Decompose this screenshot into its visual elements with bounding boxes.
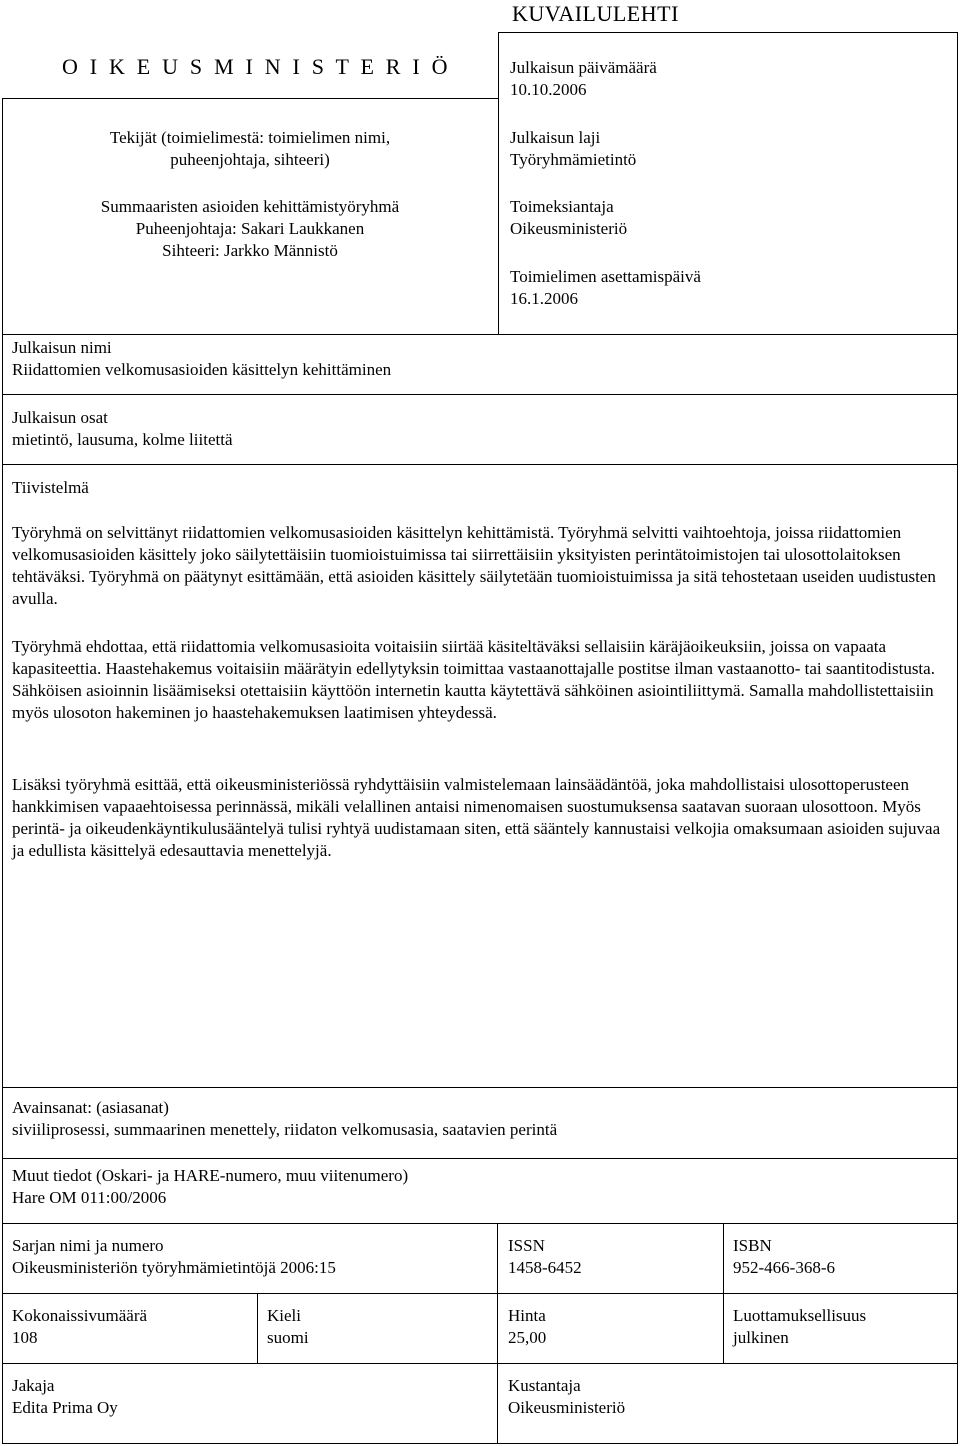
left-border-upper [2,98,3,334]
publication-parts-field [12,407,233,451]
series-label: Sarjan nimi ja numero [12,1236,164,1255]
header-divider [498,32,499,334]
authors-values [4,196,496,262]
commissioner-value: Oikeusministeriö [510,219,628,238]
abstract-text-3: Lisäksi työryhmä esittää, että oikeusministeriössä ryhdyttäisiin valmistelemaan lainsäädäntöä, joka mahdollistaisi ulosottoperusteen hankkimisen vapaaehtoisessa perinnässä, mikäli velallinen antaisi nimenomaisen suostumuksensa saatavan suoraan ulosottoon. Myös perintä- ja oikeudenkäyntikulusääntelyä tulisi ryhtyä uudistamaan siten, että sääntely kannustaisi velkojia omaksumaan asioiden sujuvaa ja edullista käsittelyä edesauttavia menettelyjä. [12,775,941,860]
confidentiality-field [733,1305,866,1349]
abstract-text-1: Työryhmä on selvittänyt riidattomien velkomusasioiden käsittelyn kehittämistä. Työryhmä selvitti vaihtoehtoja, joissa riidattomien velkomusasioiden käsittely joko säilytettäisiin tuomioistuimissa tai siirrettäisiin yksityisten perintätoimistojen tai ulosottolaitoksen tehtäväksi. Työryhmä on päätynyt esittämään, että asioiden käsittely säilytetään tuomioistuimissa ja sitä tehostetaan useiden uudistusten avulla. [12,523,936,608]
confidentiality-value: julkinen [733,1328,789,1347]
isbn-label: ISBN [733,1236,772,1255]
series-bottom-rule [2,1293,958,1294]
right-border-upper [957,32,958,334]
series-value: Oikeusministeriön työryhmämietintöjä 2006:15 [12,1258,336,1277]
price-field [508,1305,546,1349]
establishment-date-value: 16.1.2006 [510,289,578,308]
publication-type-value: Työryhmämietintö [510,150,637,169]
ministry-name: O I K E U S M I N I S T E R I Ö [62,54,451,79]
issn-value: 1458-6452 [508,1258,582,1277]
distributor-label: Jakaja [12,1376,55,1395]
authors-label-line2: puheenjohtaja, sihteeri) [170,150,330,169]
col-divider-3 [257,1293,258,1363]
language-field [267,1305,309,1349]
keywords-value: siviiliprosessi, summaarinen menettely, riidaton velkomusasia, saatavien perintä [12,1120,558,1139]
abstract-label: Tiivistelmä [12,478,89,497]
commissioner-label: Toimeksiantaja [510,197,614,216]
publication-parts-label: Julkaisun osat [12,408,108,427]
pages-field [12,1305,147,1349]
issn-label: ISSN [508,1236,545,1255]
authors-label [4,127,496,171]
keywords-label: Avainsanat: (asiasanat) [12,1098,169,1117]
isbn-value: 952-466-368-6 [733,1258,835,1277]
other-info-label: Muut tiedot (Oskari- ja HARE-numero, muu viitenumero) [12,1166,409,1185]
other-info-bottom-rule [2,1223,958,1224]
publisher-field [508,1375,625,1419]
pages-label: Kokonaissivumäärä [12,1306,148,1325]
authors-secretary: Sihteeri: Jarkko Männistö [162,241,338,260]
publication-date-label: Julkaisun päivämäärä [510,58,657,77]
pages-value: 108 [12,1328,38,1347]
publication-name-label: Julkaisun nimi [12,338,112,357]
other-info-value: Hare OM 011:00/2006 [12,1188,167,1207]
establishment-date-label: Toimielimen asettamispäivä [510,267,701,286]
pages-bottom-rule [2,1363,958,1364]
right-border-main [957,334,958,1444]
publisher-label: Kustantaja [508,1376,581,1395]
language-value: suomi [267,1328,309,1347]
price-value: 25,00 [508,1328,547,1347]
publisher-value: Oikeusministeriö [508,1398,626,1417]
commissioner-field [510,196,627,240]
language-label: Kieli [267,1306,301,1325]
parts-bottom-rule [2,464,958,465]
authors-top-rule [2,98,498,99]
col-divider-2 [723,1223,724,1363]
authors-label-line1: Tekijät (toimielimestä: toimielimen nimi, [109,128,391,147]
other-info-field [12,1165,408,1209]
header-bottom-rule [2,334,958,335]
document-type-title: KUVAILULEHTI [512,1,679,26]
publication-type-field [510,127,636,171]
distributor-field [12,1375,118,1419]
abstract-paragraph-2 [12,636,947,724]
publication-parts-value: mietintö, lausuma, kolme liitettä [12,430,233,449]
publication-name-field [12,337,391,381]
isbn-field [733,1235,835,1279]
keywords-bottom-rule [2,1158,958,1159]
price-label: Hinta [508,1306,546,1325]
authors-group: Summaaristen asioiden kehittämistyöryhmä [100,197,400,216]
abstract-text-2: Työryhmä ehdottaa, että riidattomia velkomusasioita voitaisiin siirtää käsiteltäväksi sellaisiin käräjäoikeuksiin, joissa on vapaata kapasiteettia. Haastehakemus voitaisiin määrätyin edellytyksin toimittaa vastaanottajalle postitse ilman vastaanotto- tai saantitodistusta. Sähköisen asioinnin lisäämiseksi otettaisiin käyttöön internetin kautta käytettävä sähköinen asiointiliittymä. Samalla mahdollistettaisiin myös ulosoton hakeminen jo haastehakemuksen laatimisen yhteydessä. [12,637,935,722]
abstract-paragraph-1 [12,522,947,610]
series-field [12,1235,336,1279]
name-bottom-rule [2,394,958,395]
col-divider-1 [497,1223,498,1443]
authors-chair: Puheenjohtaja: Sakari Laukkanen [135,219,365,238]
issn-field [508,1235,582,1279]
top-rule-right [498,32,958,33]
publication-name-value: Riidattomien velkomusasioiden käsittelyn kehittäminen [12,360,392,379]
page-bottom-rule [2,1443,958,1444]
left-border-main [2,334,3,1444]
publication-date-field [510,57,657,101]
publication-type-label: Julkaisun laji [510,128,601,147]
keywords-field [12,1097,557,1141]
confidentiality-label: Luottamuksellisuus [733,1306,867,1325]
publication-date-value: 10.10.2006 [510,80,587,99]
establishment-date-field [510,266,701,310]
abstract-paragraph-3 [12,774,947,862]
distributor-value: Edita Prima Oy [12,1398,118,1417]
abstract-bottom-rule [2,1087,958,1088]
